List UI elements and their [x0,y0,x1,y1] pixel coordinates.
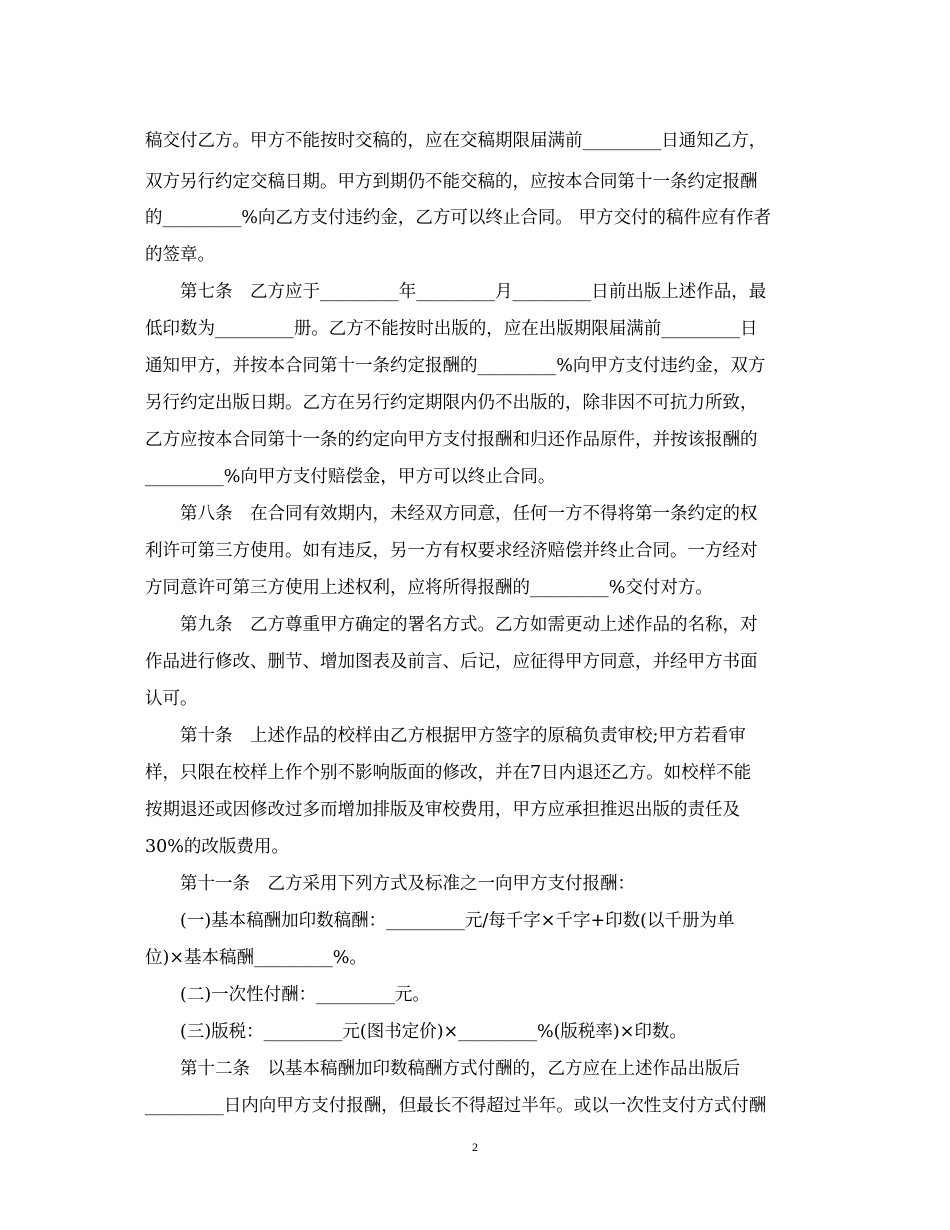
text-line: _________%向甲方支付赔偿金，甲方可以终止合同。 [145,467,556,487]
text-line: 认可。 [145,689,198,709]
text-line: 另行约定出版日期。乙方在另行约定期限内仍不出版的，除非因不可抗力所致， [145,393,758,413]
text-line: 作品进行修改、删节、增加图表及前言、后记，应征得甲方同意，并经甲方书面 [145,652,758,672]
text-line: 乙方应按本合同第十一条的约定向甲方支付报酬和归还作品原件，并按该报酬的 [145,430,758,450]
text-line: 稿交付乙方。甲方不能按时交稿的，应在交稿期限届满前_________日通知乙方， [145,131,767,151]
text-line: 双方另行约定交稿日期。甲方到期仍不能交稿的，应按本合同第十一条约定报酬 [145,172,758,192]
text-line: (一)基本稿酬加印数稿酬：_________元/每千字×千字+印数(以千册为单 [145,911,735,931]
text-line: 位)×基本稿酬_________%。 [145,948,367,968]
text-line: 第七条 乙方应于_________年_________月_________日前出版上述作品，最 [145,282,767,302]
text-line: 方同意许可第三方使用上述权利，应将所得报酬的_________%交付对方。 [145,578,713,598]
text-line: 利许可第三方使用。如有违反，另一方有权要求经济赔偿并终止合同。一方经对 [145,541,758,561]
text-line: 低印数为_________册。乙方不能按时出版的，应在出版期限届满前_________日 [145,319,758,339]
text-line: 30%的改版费用。 [145,837,289,857]
text-line: _________日内向甲方支付报酬，但最长不得超过半年。或以一次性支付方式付酬 [145,1096,767,1116]
page-number: 2 [472,1140,478,1154]
text-line: 按期退还或因修改过多而增加排版及审校费用，甲方应承担推迟出版的责任及 [145,800,740,820]
text-line: 的签章。 [145,245,215,265]
text-line: 样，只限在校样上作个别不影响版面的修改，并在7日内退还乙方。如校样不能 [145,763,752,783]
text-line: 通知甲方，并按本合同第十一条约定报酬的_________%向甲方支付违约金，双方 [145,356,766,376]
text-line: 第十一条 乙方采用下列方式及标准之一向甲方支付报酬： [145,874,635,894]
text-line: 第九条 乙方尊重甲方确定的署名方式。乙方如需更动上述作品的名称，对 [145,615,758,635]
text-line: 第十条 上述作品的校样由乙方根据甲方签字的原稿负责审校;甲方若看审 [145,726,746,746]
text-line: (二)一次性付酬：_________元。 [145,985,430,1005]
text-line: (三)版税：_________元(图书定价)×_________%(版税率)×印数。 [145,1022,687,1042]
text-line: 的_________%向乙方支付违约金，乙方可以终止合同。 甲方交付的稿件应有作者 [145,208,771,228]
text-line: 第八条 在合同有效期内，未经双方同意，任何一方不得将第一条约定的权 [145,504,758,524]
text-line: 第十二条 以基本稿酬加印数稿酬方式付酬的，乙方应在上述作品出版后 [145,1059,740,1079]
